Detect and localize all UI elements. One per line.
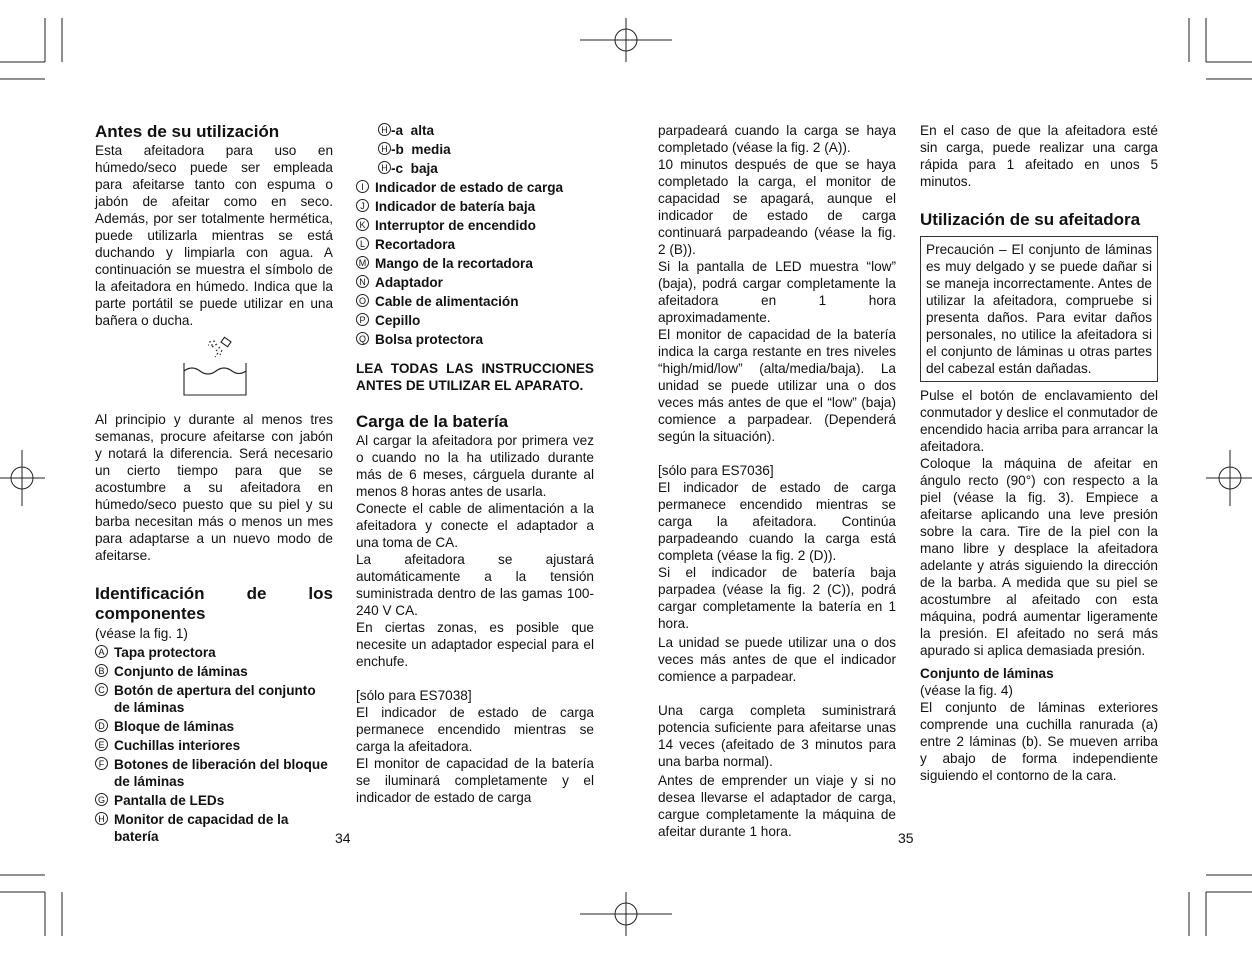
paragraph: El indicador de estado de carga permanece encendido mientras se carga la afeitadora. bbox=[356, 705, 594, 754]
letter-marker: Q bbox=[356, 332, 369, 345]
list-item: H -c baja bbox=[356, 160, 594, 177]
heading-identificacion: Identificación de los componentes bbox=[95, 584, 333, 623]
list-item: I Indicador de estado de carga bbox=[356, 179, 594, 196]
heading-antes: Antes de su utilización bbox=[95, 122, 280, 141]
component-list bbox=[95, 644, 333, 845]
list-item: B Conjunto de láminas bbox=[95, 663, 333, 680]
paragraph: Una carga completa suministrará potencia suficiente para afeitarse unas 14 veces (afeitado de 3 minutos para una barba normal). bbox=[658, 703, 896, 769]
paragraph: El monitor de capacidad de la batería indica la carga restante en tres niveles “high/mid/low” (alta/media/baja). La unidad se puede utilizar una o dos veces más antes de que el “low” (baja) comience a parpadear. (Dependerá según la situación). bbox=[658, 327, 896, 444]
letter-marker: P bbox=[356, 313, 369, 326]
column-4 bbox=[920, 122, 1158, 784]
heading-utilizacion: Utilización de su afeitadora bbox=[920, 210, 1141, 229]
list-item: C Botón de apertura del conjunto de láminas bbox=[95, 682, 333, 716]
caution-text: Precaución – El conjunto de láminas es muy delgado y se puede dañar si se maneja incorrectamente. Antes de utilizar la afeitadora, compruebe si presenta daños. Para evitar daños personales, no utilice la afeitadora si el conjunto de láminas u otras partes del cabezal están dañadas. bbox=[926, 242, 1152, 376]
letter-marker: N bbox=[356, 275, 369, 288]
letter-marker: H bbox=[378, 142, 391, 155]
paragraph: parpadeará cuando la carga se haya completado (véase la fig. 2 (A)). bbox=[658, 123, 896, 155]
column-3 bbox=[658, 122, 896, 840]
letter-marker: I bbox=[356, 180, 369, 193]
list-item: P Cepillo bbox=[356, 312, 594, 329]
letter-marker: J bbox=[356, 199, 369, 212]
list-item: M Mango de la recortadora bbox=[356, 255, 594, 272]
paragraph: Antes de emprender un viaje y si no desea llevarse el adaptador de carga, cargue completamente la máquina de afeitar durante 1 hora. bbox=[658, 773, 896, 839]
letter-marker: A bbox=[95, 645, 108, 658]
letter-marker: G bbox=[95, 793, 108, 806]
list-item: K Interruptor de encendido bbox=[356, 217, 594, 234]
component-list bbox=[356, 179, 594, 348]
letter-marker: H bbox=[378, 123, 391, 136]
caution-box bbox=[920, 236, 1158, 382]
model-note: [sólo para ES7036] bbox=[658, 463, 774, 478]
list-item: H Monitor de capacidad de la batería bbox=[95, 811, 333, 845]
letter-marker: H bbox=[95, 812, 108, 825]
letter-marker: C bbox=[95, 683, 108, 696]
letter-marker: K bbox=[356, 218, 369, 231]
list-item: G Pantalla de LEDs bbox=[95, 792, 333, 809]
wet-shaver-symbol bbox=[95, 333, 333, 409]
paragraph: Al cargar la afeitadora por primera vez o cuando no la ha utilizado durante más de 6 meses, cárguela durante al menos 8 horas antes de usarla. bbox=[356, 433, 594, 499]
list-item: H -b media bbox=[356, 141, 594, 158]
list-item: F Botones de liberación del bloque de láminas bbox=[95, 756, 333, 790]
paragraph: La unidad se puede utilizar una o dos veces más antes de que el indicador comience a parpadear. bbox=[658, 635, 896, 684]
list-item: E Cuchillas interiores bbox=[95, 737, 333, 754]
letter-marker: D bbox=[95, 719, 108, 732]
paragraph: En el caso de que la afeitadora esté sin carga, puede realizar una carga rápida para 1 afeitado en unos 5 minutos. bbox=[920, 123, 1158, 189]
column-1 bbox=[95, 122, 333, 845]
paragraph: Al principio y durante al menos tres semanas, procure afeitarse con jabón y notará la diferencia. Será necesario un cierto tiempo para que se acostumbre a su afeitadora en húmedo/seco puesto que su piel y su barba necesitan más o menos un mes para adaptarse a un nuevo modo de afeitarse. bbox=[95, 412, 333, 563]
wet-shaver-icon bbox=[164, 333, 264, 405]
paragraph: Pulse el botón de enclavamiento del conmutador y deslice el conmutador de encendido hacia arriba para arrancar la afeitadora. bbox=[920, 388, 1158, 454]
paragraph: Conecte el cable de alimentación a la afeitadora y conecte el adaptador a una toma de CA. bbox=[356, 501, 594, 550]
model-note: [sólo para ES7038] bbox=[356, 688, 472, 703]
list-item: H -a alta bbox=[356, 122, 594, 139]
letter-marker: E bbox=[95, 738, 108, 751]
paragraph: Coloque la máquina de afeitar en ángulo recto (90°) con respecto a la piel (véase la fig. 3). Empiece a afeitarse aplicando una leve presión sobre la cara. Tire de la piel con la mano libre y desplace la afeitadora adelante y atrás siguiendo la dirección de la barba. A medida que su piel se acostumbre al afeitado con esta máquina, podrá aumentar ligeramente la presión. El afeitado no será más apurado si aplica demasiada presión. bbox=[920, 456, 1158, 658]
paragraph: El monitor de capacidad de la batería se iluminará completamente y el indicador de estado de carga bbox=[356, 756, 594, 805]
column-2 bbox=[356, 122, 594, 806]
letter-marker: M bbox=[356, 256, 369, 269]
letter-marker: L bbox=[356, 237, 369, 250]
list-item: Q Bolsa protectora bbox=[356, 331, 594, 348]
paragraph: El indicador de estado de carga permanece encendido mientras se carga la afeitadora. Continúa parpadeando cuando la carga está completa (véase la fig. 2 (D)). bbox=[658, 480, 896, 563]
paragraph: Esta afeitadora para uso en húmedo/seco puede ser empleada para afeitarse tanto con espuma o jabón de afeitar como en seco. Además, por ser totalmente hermética, puede utilizarla mientras se está duchando y limpiarla con agua. A continuación se muestra el símbolo de la afeitadora en húmedo. Indica que la parte portátil se puede utilizar en una bañera o ducha. bbox=[95, 143, 333, 328]
list-item: D Bloque de láminas bbox=[95, 718, 333, 735]
paragraph: Si la pantalla de LED muestra “low” (baja), podrá cargar completamente la afeitadora en 1 hora aproximadamente. bbox=[658, 259, 896, 325]
letter-marker: O bbox=[356, 294, 369, 307]
sub-item-list bbox=[356, 122, 594, 177]
list-item: A Tapa protectora bbox=[95, 644, 333, 661]
page-number: 34 bbox=[335, 830, 351, 846]
list-item: N Adaptador bbox=[356, 274, 594, 291]
paragraph: 10 minutos después de que se haya completado la carga, el monitor de capacidad se apagará, aunque el indicador de estado de carga continuará parpadeando (véase la fig. 2 (B)). bbox=[658, 157, 896, 257]
warning-text: LEA TODAS LAS INSTRUCCIONES ANTES DE UTILIZAR EL APARATO. bbox=[356, 361, 594, 393]
letter-marker: H bbox=[378, 161, 391, 174]
heading-carga: Carga de la batería bbox=[356, 412, 509, 431]
list-item: L Recortadora bbox=[356, 236, 594, 253]
paragraph: En ciertas zonas, es posible que necesite un adaptador especial para el enchufe. bbox=[356, 620, 594, 669]
figure-reference: (véase la fig. 1) bbox=[95, 626, 188, 641]
letter-marker: F bbox=[95, 757, 108, 770]
paragraph: El conjunto de láminas exteriores comprende una cuchilla ranurada (a) entre 2 láminas (b). Se mueven arriba y abajo de forma independiente siguiendo el contorno de la cara. bbox=[920, 700, 1158, 783]
list-item: O Cable de alimentación bbox=[356, 293, 594, 310]
list-item: J Indicador de batería baja bbox=[356, 198, 594, 215]
letter-marker: B bbox=[95, 664, 108, 677]
page-number: 35 bbox=[898, 830, 914, 846]
subheading-conjunto: Conjunto de láminas bbox=[920, 666, 1054, 681]
paragraph: La afeitadora se ajustará automáticamente a la tensión suministrada dentro de las gamas 100-240 V CA. bbox=[356, 552, 594, 618]
figure-reference: (véase la fig. 4) bbox=[920, 683, 1013, 698]
paragraph: Si el indicador de batería baja parpadea (véase la fig. 2 (C)), podrá cargar completamente la batería en 1 hora. bbox=[658, 565, 896, 631]
